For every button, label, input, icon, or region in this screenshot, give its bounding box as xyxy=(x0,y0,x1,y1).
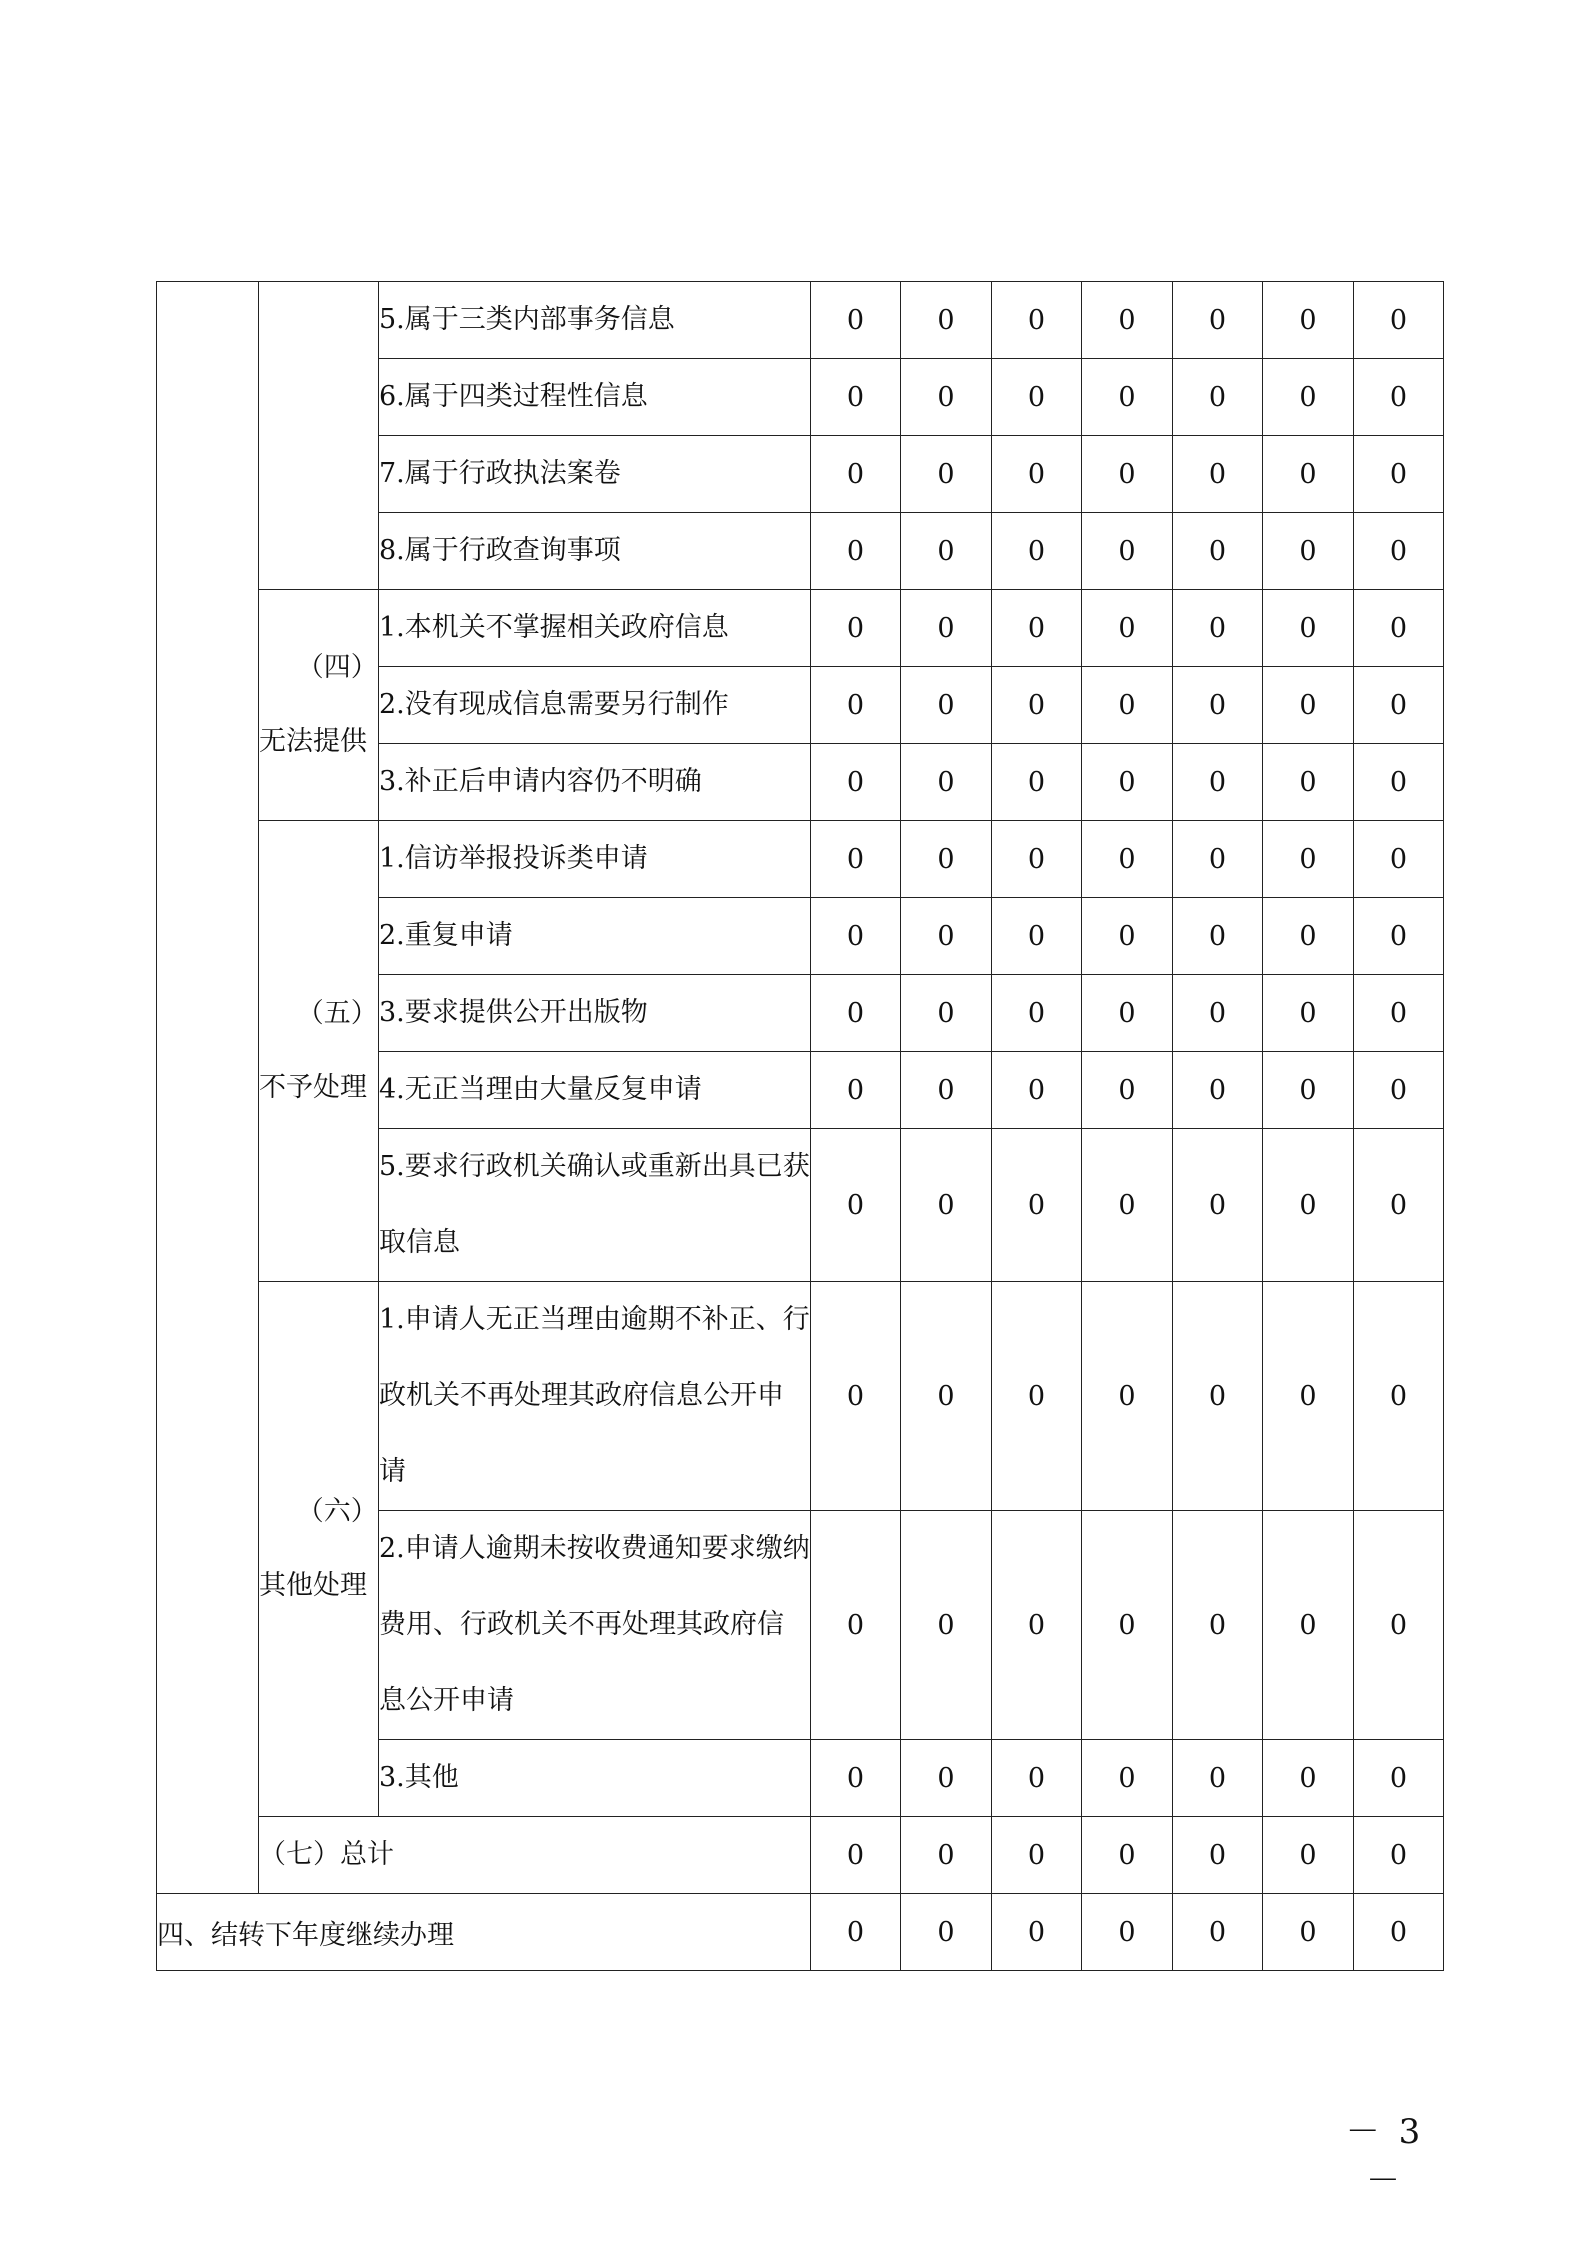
value-cell: 0 xyxy=(1082,1894,1173,1971)
value-cell: 0 xyxy=(1354,1740,1444,1817)
value-cell: 0 xyxy=(1173,898,1263,975)
value-cell: 0 xyxy=(1173,667,1263,744)
value-cell: 0 xyxy=(901,1282,992,1511)
value-cell: 0 xyxy=(811,1894,901,1971)
value-cell: 0 xyxy=(1354,359,1444,436)
value-cell: 0 xyxy=(811,744,901,821)
value-cell: 0 xyxy=(992,1817,1082,1894)
value-cell: 0 xyxy=(901,1052,992,1129)
value-cell: 0 xyxy=(1173,513,1263,590)
value-cell: 0 xyxy=(992,744,1082,821)
group-label: （五）不予处理 xyxy=(259,821,379,1282)
value-cell: 0 xyxy=(992,1052,1082,1129)
value-cell: 0 xyxy=(901,1894,992,1971)
value-cell: 0 xyxy=(1082,667,1173,744)
page-number: － 3 － xyxy=(1345,2112,1425,2201)
item-label: 2.没有现成信息需要另行制作 xyxy=(379,667,811,744)
value-cell: 0 xyxy=(901,744,992,821)
value-cell: 0 xyxy=(1354,975,1444,1052)
value-cell: 0 xyxy=(811,282,901,359)
value-cell: 0 xyxy=(1082,898,1173,975)
table-row xyxy=(157,590,1444,667)
value-cell: 0 xyxy=(811,667,901,744)
statistics-table xyxy=(156,281,1444,1971)
value-cell: 0 xyxy=(1263,1052,1354,1129)
value-cell: 0 xyxy=(1082,821,1173,898)
item-label: 3.要求提供公开出版物 xyxy=(379,975,811,1052)
value-cell: 0 xyxy=(1354,1282,1444,1511)
value-cell: 0 xyxy=(1173,1511,1263,1740)
item-label: 3.补正后申请内容仍不明确 xyxy=(379,744,811,821)
value-cell: 0 xyxy=(992,282,1082,359)
value-cell: 0 xyxy=(1082,1817,1173,1894)
value-cell: 0 xyxy=(811,1511,901,1740)
value-cell: 0 xyxy=(1354,1511,1444,1740)
value-cell: 0 xyxy=(1354,744,1444,821)
value-cell: 0 xyxy=(1173,590,1263,667)
value-cell: 0 xyxy=(992,513,1082,590)
table-row xyxy=(157,1282,1444,1511)
item-label: 4.无正当理由大量反复申请 xyxy=(379,1052,811,1129)
value-cell: 0 xyxy=(901,1129,992,1282)
value-cell: 0 xyxy=(1082,1511,1173,1740)
value-cell: 0 xyxy=(1263,975,1354,1052)
value-cell: 0 xyxy=(901,436,992,513)
value-cell: 0 xyxy=(1082,513,1173,590)
value-cell: 0 xyxy=(1173,1894,1263,1971)
value-cell: 0 xyxy=(1354,898,1444,975)
value-cell: 0 xyxy=(1263,1817,1354,1894)
group-label: （四）无法提供 xyxy=(259,590,379,821)
value-cell: 0 xyxy=(1263,282,1354,359)
group-label: （六）其他处理 xyxy=(259,1282,379,1817)
value-cell: 0 xyxy=(901,513,992,590)
item-label: 2.重复申请 xyxy=(379,898,811,975)
item-label: 1.信访举报投诉类申请 xyxy=(379,821,811,898)
value-cell: 0 xyxy=(1354,436,1444,513)
value-cell: 0 xyxy=(1173,1129,1263,1282)
value-cell: 0 xyxy=(1263,1894,1354,1971)
value-cell: 0 xyxy=(901,1817,992,1894)
item-label: 1.本机关不掌握相关政府信息 xyxy=(379,590,811,667)
value-cell: 0 xyxy=(1263,1129,1354,1282)
value-cell: 0 xyxy=(1173,436,1263,513)
value-cell: 0 xyxy=(1263,1511,1354,1740)
item-label: 8.属于行政查询事项 xyxy=(379,513,811,590)
value-cell: 0 xyxy=(901,590,992,667)
value-cell: 0 xyxy=(811,821,901,898)
value-cell: 0 xyxy=(901,359,992,436)
value-cell: 0 xyxy=(992,1894,1082,1971)
value-cell: 0 xyxy=(992,821,1082,898)
value-cell: 0 xyxy=(1354,282,1444,359)
value-cell: 0 xyxy=(901,1511,992,1740)
value-cell: 0 xyxy=(811,1052,901,1129)
value-cell: 0 xyxy=(1263,359,1354,436)
value-cell: 0 xyxy=(1082,1740,1173,1817)
value-cell: 0 xyxy=(992,1282,1082,1511)
value-cell: 0 xyxy=(1354,1129,1444,1282)
value-cell: 0 xyxy=(1173,1282,1263,1511)
value-cell: 0 xyxy=(1173,1817,1263,1894)
value-cell: 0 xyxy=(1354,1817,1444,1894)
value-cell: 0 xyxy=(1082,359,1173,436)
value-cell: 0 xyxy=(992,436,1082,513)
value-cell: 0 xyxy=(992,1740,1082,1817)
value-cell: 0 xyxy=(1082,282,1173,359)
value-cell: 0 xyxy=(1263,744,1354,821)
value-cell: 0 xyxy=(992,359,1082,436)
value-cell: 0 xyxy=(1354,667,1444,744)
value-cell: 0 xyxy=(901,975,992,1052)
value-cell: 0 xyxy=(1082,975,1173,1052)
value-cell: 0 xyxy=(1173,1740,1263,1817)
value-cell: 0 xyxy=(1354,513,1444,590)
value-cell: 0 xyxy=(1082,436,1173,513)
value-cell: 0 xyxy=(811,1129,901,1282)
item-label: 5.属于三类内部事务信息 xyxy=(379,282,811,359)
value-cell: 0 xyxy=(901,1740,992,1817)
value-cell: 0 xyxy=(1173,821,1263,898)
group-label-cell xyxy=(259,282,379,590)
value-cell: 0 xyxy=(811,590,901,667)
section-label-cell xyxy=(157,282,259,1894)
item-label: 2.申请人逾期未按收费通知要求缴纳费用、行政机关不再处理其政府信息公开申请 xyxy=(379,1511,811,1740)
value-cell: 0 xyxy=(1354,1894,1444,1971)
value-cell: 0 xyxy=(1173,975,1263,1052)
value-cell: 0 xyxy=(1263,1282,1354,1511)
value-cell: 0 xyxy=(811,1817,901,1894)
item-label: 1.申请人无正当理由逾期不补正、行政机关不再处理其政府信息公开申请 xyxy=(379,1282,811,1511)
value-cell: 0 xyxy=(811,975,901,1052)
value-cell: 0 xyxy=(1263,436,1354,513)
value-cell: 0 xyxy=(811,898,901,975)
value-cell: 0 xyxy=(992,667,1082,744)
value-cell: 0 xyxy=(1173,744,1263,821)
value-cell: 0 xyxy=(992,590,1082,667)
value-cell: 0 xyxy=(1354,821,1444,898)
value-cell: 0 xyxy=(992,1511,1082,1740)
value-cell: 0 xyxy=(811,513,901,590)
value-cell: 0 xyxy=(1082,1129,1173,1282)
value-cell: 0 xyxy=(1263,1740,1354,1817)
value-cell: 0 xyxy=(1263,667,1354,744)
value-cell: 0 xyxy=(1082,590,1173,667)
value-cell: 0 xyxy=(1354,590,1444,667)
table-row xyxy=(157,282,1444,359)
table-row xyxy=(157,821,1444,898)
value-cell: 0 xyxy=(1263,821,1354,898)
total-label: （七）总计 xyxy=(259,1817,811,1894)
value-cell: 0 xyxy=(901,282,992,359)
value-cell: 0 xyxy=(1173,1052,1263,1129)
value-cell: 0 xyxy=(1082,1052,1173,1129)
value-cell: 0 xyxy=(1082,1282,1173,1511)
value-cell: 0 xyxy=(811,1282,901,1511)
table-row xyxy=(157,1817,1444,1894)
value-cell: 0 xyxy=(1354,1052,1444,1129)
value-cell: 0 xyxy=(901,667,992,744)
value-cell: 0 xyxy=(811,436,901,513)
value-cell: 0 xyxy=(992,975,1082,1052)
value-cell: 0 xyxy=(1082,744,1173,821)
value-cell: 0 xyxy=(901,898,992,975)
item-label: 6.属于四类过程性信息 xyxy=(379,359,811,436)
value-cell: 0 xyxy=(1263,898,1354,975)
table-row xyxy=(157,1894,1444,1971)
value-cell: 0 xyxy=(992,1129,1082,1282)
carry-over-label: 四、结转下年度继续办理 xyxy=(157,1894,811,1971)
value-cell: 0 xyxy=(992,898,1082,975)
value-cell: 0 xyxy=(1173,282,1263,359)
value-cell: 0 xyxy=(811,1740,901,1817)
item-label: 3.其他 xyxy=(379,1740,811,1817)
value-cell: 0 xyxy=(811,359,901,436)
item-label: 5.要求行政机关确认或重新出具已获取信息 xyxy=(379,1129,811,1282)
item-label: 7.属于行政执法案卷 xyxy=(379,436,811,513)
value-cell: 0 xyxy=(1263,513,1354,590)
value-cell: 0 xyxy=(1263,590,1354,667)
value-cell: 0 xyxy=(1173,359,1263,436)
value-cell: 0 xyxy=(901,821,992,898)
